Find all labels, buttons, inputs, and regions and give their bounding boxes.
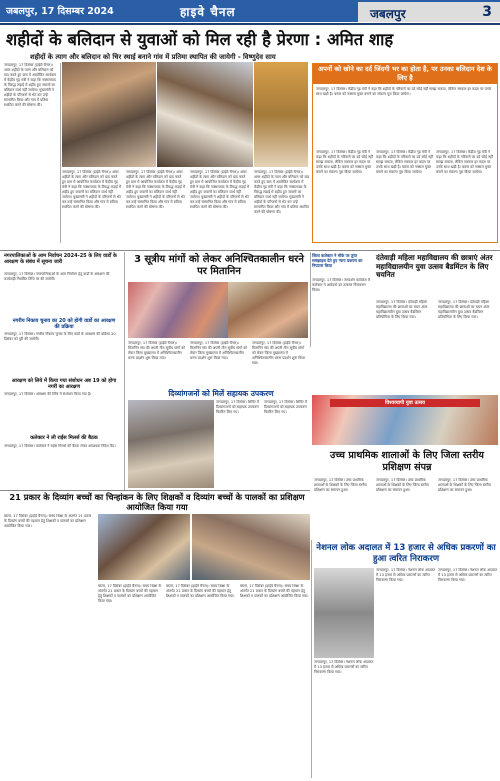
- lead-body-col4: जगदलपुर, 17 दिसंबर (हाईवे चैनल)। अमर शहीदों के त्याग और बलिदान को याद करते हुए ग्राम में आयोजित कार्यक्रम में केंद्रीय गृह मंत्री ने कहा कि नक्सलवाद के विरुद्ध लड़ाई में शहीद हुए जवानों का बलिदान व्यर्थ नहीं जायेगा। मुख्यमंत्री ने शहीदों के परिजनों से भेंट कर उन्हें सम्मानित किया और गांव में प्रतिमा स्थापित करने की घोषणा की।: [190, 170, 250, 209]
- edition-city-label: जबलपुर: [370, 7, 406, 21]
- right-box-body-3: जगदलपुर, 17 दिसंबर। केंद्रीय गृह मंत्री ने कहा कि शहीदों के परिवारों का दर्द कोई नहीं समझ सकता, लेकिन सरकार हर कदम पर उनके साथ खड़ी है। बस्तर को नक्सल मुक्त बनाने का संकल्प पूरा किया जायेगा।: [376, 150, 433, 174]
- camp-body-4: बस्तर, 17 दिसंबर (हाईवे चैनल)। समग्र शिक्षा के अंतर्गत 21 प्रकार के दिव्यांग बच्चों की पहचान हेतु शिक्षकों व पालकों का प्रशिक्षण आयोजित किया गया।: [240, 584, 309, 598]
- notice-body-2: जगदलपुर, 17 दिसंबर। नगरीय निकाय चुनाव के लिए वार्डों के आरक्षण की प्रक्रिया 20 दिसंबर को पूरी की जायेगी।: [4, 332, 116, 341]
- college-body-1: जगदलपुर, 17 दिसंबर। दंतेवाड़ी महिला महाविद्यालय की छात्राओं का चयन अंतर महाविद्यालयीन युवा उत्सव बैडमिंटन प्रतियोगिता के लिए किया गया।: [376, 300, 428, 319]
- lead-body-col1: जगदलपुर, 17 दिसंबर (हाईवे चैनल)। अमर शहीदों के त्याग और बलिदान को याद करते हुए ग्राम में आयोजित कार्यक्रम में केंद्रीय गृह मंत्री ने कहा कि नक्सलवाद के विरुद्ध लड़ाई में शहीद हुए जवानों का बलिदान व्यर्थ नहीं जायेगा। मुख्यमंत्री ने शहीदों के परिजनों से भेंट कर उन्हें सम्मानित किया और गांव में प्रतिमा स्थापित करने की घोषणा की।: [4, 63, 57, 107]
- aids-body-1: जगदलपुर, 17 दिसंबर। शिविर में दिव्यांगजनों को सहायक उपकरण वितरित किए गए।: [216, 400, 259, 414]
- lead-body-col3: जगदलपुर, 17 दिसंबर (हाईवे चैनल)। अमर शहीदों के त्याग और बलिदान को याद करते हुए ग्राम में आयोजित कार्यक्रम में केंद्रीय गृह मंत्री ने कहा कि नक्सलवाद के विरुद्ध लड़ाई में शहीद हुए जवानों का बलिदान व्यर्थ नहीं जायेगा। मुख्यमंत्री ने शहीदों के परिजनों से भेंट कर उन्हें सम्मानित किया और गांव में प्रतिमा स्थापित करने की घोषणा की।: [126, 170, 186, 209]
- lokadalat-photo: [314, 568, 374, 658]
- notice-heading-2: नगरीय निकाय चुनाव का 20 को होगी वार्डो का आरक्षण की प्रक्रिया: [12, 318, 116, 330]
- notice-body-1: जगदलपुर, 17 दिसंबर। नगरपालिकाओं के आम निर्वाचन हेतु वार्डों के आरक्षण की कार्यवाही निर्धारित तिथि पर की जायेगी।: [4, 272, 110, 281]
- side-note-body: जगदलपुर, 17 दिसंबर। जनदर्शन कार्यक्रम में कलेक्टर ने आवेदनों का तत्काल निराकरण किया।: [312, 278, 370, 292]
- section-rule: [0, 490, 310, 491]
- issue-date: जबलपुर, 17 दिसम्बर 2024: [6, 6, 114, 17]
- masthead: [0, 0, 500, 28]
- camp-body-3: बस्तर, 17 दिसंबर (हाईवे चैनल)। समग्र शिक्षा के अंतर्गत 21 प्रकार के दिव्यांग बच्चों की पहचान हेतु शिक्षकों व पालकों का प्रशिक्षण आयोजित किया गया।: [166, 584, 235, 598]
- notice-heading-1: नगरपालिकाओं के आम निर्वाचन 2024-25 के लिए वार्डों के आरक्षण के संबंध में सूचना जारी: [4, 253, 117, 265]
- column-rule: [310, 252, 311, 347]
- right-box-body-2: जगदलपुर, 17 दिसंबर। केंद्रीय गृह मंत्री ने कहा कि शहीदों के परिवारों का दर्द कोई नहीं समझ सकता, लेकिन सरकार हर कदम पर उनके साथ खड़ी है। बस्तर को नक्सल मुक्त बनाने का संकल्प पूरा किया जायेगा।: [316, 150, 373, 174]
- lead-body-col2: जगदलपुर, 17 दिसंबर (हाईवे चैनल)। अमर शहीदों के त्याग और बलिदान को याद करते हुए ग्राम में आयोजित कार्यक्रम में केंद्रीय गृह मंत्री ने कहा कि नक्सलवाद के विरुद्ध लड़ाई में शहीद हुए जवानों का बलिदान व्यर्थ नहीं जायेगा। मुख्यमंत्री ने शहीदों के परिजनों से भेंट कर उन्हें सम्मानित किया और गांव में प्रतिमा स्थापित करने की घोषणा की।: [62, 170, 122, 209]
- column-rule: [60, 63, 61, 243]
- notice-body-4: जगदलपुर, 17 दिसंबर। कलेक्टर ने राईस मिलर्स की बैठक लेकर आवश्यक निर्देश दिए।: [4, 444, 116, 448]
- strike-photo: [128, 282, 228, 338]
- training-headline: उच्च प्राथमिक शालाओं के लिए जिला स्तरीय प्रशिक्षण संपन्न: [330, 450, 484, 473]
- lead-headline: शहीदों के बलिदान से युवाओं को मिल रही है प्रेरणा : अमित शाह: [6, 30, 394, 49]
- strike-body-2: जगदलपुर, 17 दिसंबर (हाईवे चैनल)। मितानिन संघ की अपनी तीन सूत्रीय मांगों को लेकर जिला मुख्यालय में अनिश्चितकालीन धरना प्रदर्शन शुरू किया गया।: [190, 341, 248, 360]
- college-photo: [312, 347, 498, 352]
- page-number: 3: [482, 4, 492, 20]
- right-box-heading: अपनों को खोने का दर्द जिंदगी भर का होता है, पर उनका बलिदान देश के लिए है: [313, 64, 497, 84]
- lokadalat-body-2: जगदलपुर, 17 दिसंबर। नेशनल लोक अदालत में 13 हजार से अधिक प्रकरणों का त्वरित निराकरण किया गया।: [376, 568, 436, 582]
- training-body-3: जगदलपुर, 17 दिसंबर। उच्च प्राथमिक शालाओं के शिक्षकों के लिए जिला स्तरीय प्रशिक्षण का समापन हुआ।: [438, 478, 491, 492]
- right-box-body-4: जगदलपुर, 17 दिसंबर। केंद्रीय गृह मंत्री ने कहा कि शहीदों के परिवारों का दर्द कोई नहीं समझ सकता, लेकिन सरकार हर कदम पर उनके साथ खड़ी है। बस्तर को नक्सल मुक्त बनाने का संकल्प पूरा किया जायेगा।: [436, 150, 493, 174]
- notice-heading-3: आरक्षण को लिये में किया गया संशोधन अब 19 को होगा नगरीं का आरक्षण: [11, 378, 117, 390]
- lead-photo-3: [254, 62, 308, 167]
- strike-photo-2: [228, 282, 308, 338]
- camp-body-1: बस्तर, 17 दिसंबर (हाईवे चैनल)। समग्र शिक्षा के अंतर्गत 21 प्रकार के दिव्यांग बच्चों की पहचान हेतु शिक्षकों व पालकों का प्रशिक्षण आयोजित किया गया।: [4, 514, 92, 528]
- training-banner: विश्वव्यापी युवा उत्सव: [330, 399, 480, 407]
- lokadalat-body-3: जगदलपुर, 17 दिसंबर। नेशनल लोक अदालत में 13 हजार से अधिक प्रकरणों का त्वरित निराकरण किया गया।: [438, 568, 498, 582]
- camp-photo-1: [98, 514, 190, 580]
- lokadalat-headline: नेशनल लोक अदालत में 13 हजार से अधिक प्रकरणों का हुआ त्वरित निराकरण: [316, 543, 496, 564]
- lead-photo-2: [157, 62, 253, 167]
- strike-body-3: जगदलपुर, 17 दिसंबर (हाईवे चैनल)। मितानिन संघ की अपनी तीन सूत्रीय मांगों को लेकर जिला मुख्यालय में अनिश्चितकालीन धरना प्रदर्शन शुरू किया गया।: [252, 341, 306, 365]
- strike-body-1: जगदलपुर, 17 दिसंबर (हाईवे चैनल)। मितानिन संघ की अपनी तीन सूत्रीय मांगों को लेकर जिला मुख्यालय में अनिश्चितकालीन धरना प्रदर्शन शुरू किया गया।: [128, 341, 186, 360]
- camp-photo-2: [192, 514, 310, 580]
- training-body-1: जगदलपुर, 17 दिसंबर। उच्च प्राथमिक शालाओं के शिक्षकों के लिए जिला स्तरीय प्रशिक्षण का समापन हुआ।: [314, 478, 367, 492]
- strike-headline: 3 सूत्रीय मांगों को लेकर अनिश्चितकालीन धरने पर मितानिन: [134, 254, 304, 277]
- aids-body-2: जगदलपुर, 17 दिसंबर। शिविर में दिव्यांगजनों को सहायक उपकरण वितरित किए गए।: [264, 400, 307, 414]
- lead-body-col5: जगदलपुर, 17 दिसंबर (हाईवे चैनल)। अमर शहीदों के त्याग और बलिदान को याद करते हुए ग्राम में आयोजित कार्यक्रम में केंद्रीय गृह मंत्री ने कहा कि नक्सलवाद के विरुद्ध लड़ाई में शहीद हुए जवानों का बलिदान व्यर्थ नहीं जायेगा। मुख्यमंत्री ने शहीदों के परिजनों से भेंट कर उन्हें सम्मानित किया और गांव में प्रतिमा स्थापित करने की घोषणा की।: [254, 170, 310, 214]
- paper-name: हाइवे चैनल: [180, 5, 236, 19]
- aids-photo: [128, 400, 214, 488]
- college-headline: दंतेवाड़ी महिला महाविद्यालय की छात्राएं अंतर महाविद्यालयीन युवा उत्सव बैडमिंटन के लिए चयनित: [376, 253, 493, 279]
- side-note-heading: जिला कलेक्टर ने मौके पर तुरंत समझाइश देते हुए न्याय प्रकरण का निपटारा किया: [312, 253, 363, 268]
- college-body-2: जगदलपुर, 17 दिसंबर। दंतेवाड़ी महिला महाविद्यालय की छात्राओं का चयन अंतर महाविद्यालयीन युवा उत्सव बैडमिंटन प्रतियोगिता के लिए किया गया।: [438, 300, 490, 319]
- aids-headline: दिव्यांगजनों को मिलें सहायक उपकरण: [168, 389, 274, 398]
- lead-photo-1: [62, 62, 156, 167]
- notice-body-3: जगदलपुर, 17 दिसंबर। आरक्षण की तिथि में संशोधन किया गया है।: [4, 392, 92, 396]
- notice-heading-4: कलेक्टर ने ली राईस मिलर्स की बैठक: [30, 435, 98, 441]
- camp-headline: 21 प्रकार के दिव्यांग बच्चों का चिन्हांकन के लिए शिक्षकों व दिव्यांग बच्चों के पालकों का प्रशिक्षण आयोजित किया गया: [9, 492, 305, 512]
- lead-subhead: शहीदों के त्याग और बलिदान को चिर स्थाई बनाने गांव में प्रतिमा स्थापित की जायेगी - विष्णुदेव साय: [30, 53, 276, 61]
- column-rule: [124, 252, 125, 490]
- right-box-body-1: जगदलपुर, 17 दिसंबर। केंद्रीय गृह मंत्री ने कहा कि शहीदों के परिवारों का दर्द कोई नहीं समझ सकता, लेकिन सरकार हर कदम पर उनके साथ खड़ी है। बस्तर को नक्सल मुक्त बनाने का संकल्प पूरा किया जायेगा।: [316, 87, 492, 96]
- masthead-rule: [0, 23, 500, 25]
- edition-city: [358, 2, 500, 22]
- training-body-2: जगदलपुर, 17 दिसंबर। उच्च प्राथमिक शालाओं के शिक्षकों के लिए जिला स्तरीय प्रशिक्षण का समापन हुआ।: [376, 478, 429, 492]
- section-rule: [0, 250, 500, 251]
- lokadalat-body-1: जगदलपुर, 17 दिसंबर। नेशनल लोक अदालत में 13 हजार से अधिक प्रकरणों का त्वरित निराकरण किया गया।: [314, 660, 374, 674]
- camp-body-2: बस्तर, 17 दिसंबर (हाईवे चैनल)। समग्र शिक्षा के अंतर्गत 21 प्रकार के दिव्यांग बच्चों की पहचान हेतु शिक्षकों व पालकों का प्रशिक्षण आयोजित किया गया।: [98, 584, 162, 603]
- column-rule: [311, 540, 312, 778]
